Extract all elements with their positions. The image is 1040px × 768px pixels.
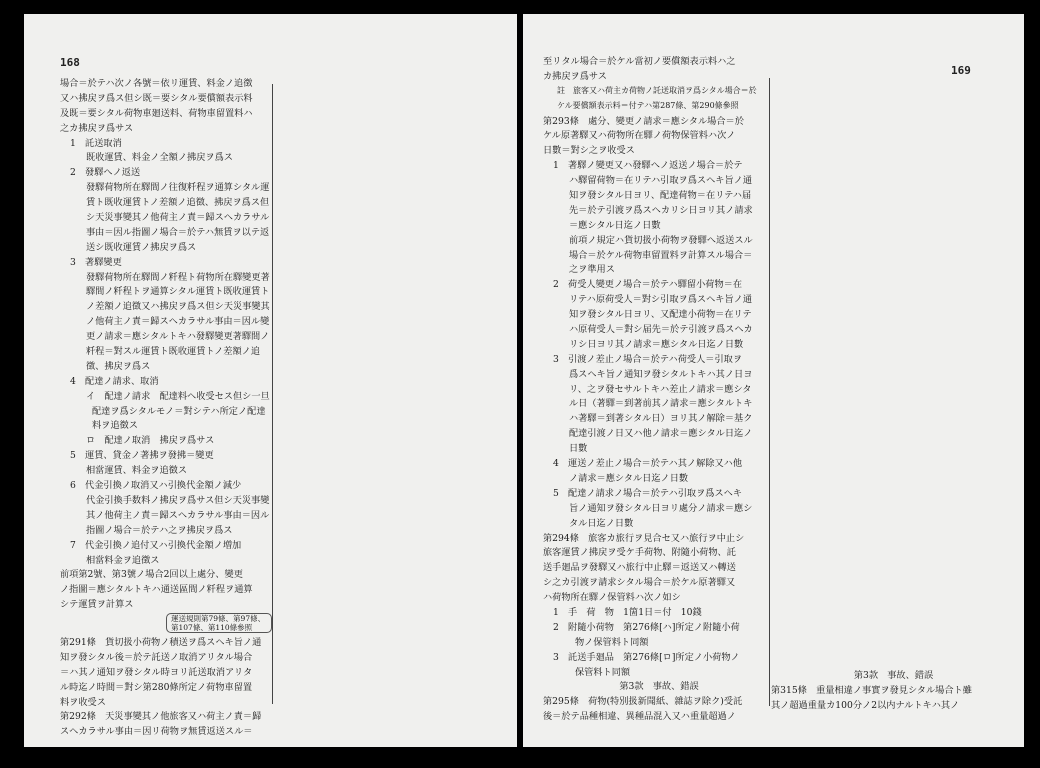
item-heading: 2 發驛へノ返送 xyxy=(70,167,141,179)
text-line: 指圖ノ場合＝於テハ之ヲ拂戻ヲ爲ス xyxy=(86,524,233,536)
text-line: 送シ既收運賃ノ拂戻ヲ爲ス xyxy=(86,241,197,253)
item-heading: 6 代金引換ノ取消又ハ引換代金額ノ減少 xyxy=(70,480,242,492)
text-line: ハ著驛＝到著シタル日）ヨリ其ノ解除＝基ク xyxy=(569,413,753,425)
annotation-note: ケル要償額表示料＝付テハ第287條、第290條參照 xyxy=(557,100,739,110)
text-line: 料ヲ追徴ス xyxy=(92,420,138,432)
text-line: 相當運賃、料金ヲ追徴ス xyxy=(86,465,188,477)
text-line: ノ指圖＝應シタルトキハ通送區間ノ粁程ヲ通算 xyxy=(60,584,253,596)
text-line: 物ノ保管料ト同額 xyxy=(575,636,649,648)
text-line: タル日迄ノ日數 xyxy=(569,517,634,529)
text-line: 知ヲ發シタル日ヨリ、又配達小荷物＝在リテ xyxy=(569,309,752,321)
text-line: 知ヲ發シタル日ヨリ、配達荷物＝在リテハ届 xyxy=(569,190,752,202)
text-line: 徴、拂戻ヲ爲ス xyxy=(86,360,151,372)
text-line: 既收運賃、料金ノ全額ノ拂戻ヲ爲ス xyxy=(86,152,233,164)
item-heading: 4 運送ノ差止ノ場合＝於テハ其ノ解除又ハ他 xyxy=(553,458,743,470)
text-line: ＝應シタル日迄ノ日數 xyxy=(569,219,661,231)
section-heading: 第3款 事故、錯誤 xyxy=(853,670,934,681)
text-line: ノ他荷主ノ責＝歸スヘカラサル事由＝因ル變 xyxy=(86,316,270,328)
text-line: ハ驛留荷物＝在リテハ引取ヲ爲スヘキ旨ノ通 xyxy=(569,175,753,187)
text-line: 代金引換手数料ノ拂戻ヲ爲サス但シ天災事變 xyxy=(86,494,270,506)
text-line: 發驛荷物所在驛間ノ粁程ト荷物所在驛變更著 xyxy=(86,271,270,283)
text-line: 其ノ他荷主ノ責＝歸スヘカラサル事由＝因ル xyxy=(86,509,270,521)
text-line: リ、之ヲ發セサルトキハ差止ノ請求＝應シタ xyxy=(569,383,752,395)
item-heading: 1 著驛ノ變更又ハ發驛へノ返送ノ場合＝於テ xyxy=(553,160,743,172)
text-line: リテハ原荷受人＝對シ引取ヲ爲スヘキ旨ノ通 xyxy=(569,294,753,306)
item-heading: 7 代金引換ノ追付又ハ引換代金額ノ増加 xyxy=(70,539,242,551)
reference-bracket-note: 運送規則第79條、第97條、第107條、第110條參照 xyxy=(166,613,272,633)
item-heading: 4 配達ノ請求、取消 xyxy=(70,375,159,387)
item-heading: 1 手 荷 物 1箇1日＝付 10錢 xyxy=(553,606,702,618)
text-line: 前項第2號、第3號ノ場合2回以上處分、變更 xyxy=(60,569,243,581)
text-line: 前項ノ規定ハ貨切扱小荷物ヲ發驛へ返送スル xyxy=(569,234,753,246)
text-line: 日數 xyxy=(569,443,588,455)
text-line: 更ノ請求＝應シタルトキハ發驛變更著驛間ノ xyxy=(86,331,270,343)
item-heading: 2 荷受人變更ノ場合＝於テハ驛留小荷物＝在 xyxy=(553,279,743,291)
text-line: 場合＝於テハ次ノ各號＝依リ運賃、料金ノ追徴 xyxy=(60,78,253,89)
text-line: ル日（著驛＝到著前其ノ請求＝應シタルトキ xyxy=(569,398,753,410)
text-line: 賃ト既收運賃トノ差額ノ追徴、拂戻ヲ爲ス但 xyxy=(86,197,270,209)
right-text-column xyxy=(543,55,775,725)
section-heading: 第3款 事故、錯誤 xyxy=(619,681,699,693)
article-line: 第291條 貨切扱小荷物ノ積送ヲ爲スヘキ旨ノ通 xyxy=(60,636,262,648)
text-line: 知ヲ發シタル後＝於テ託送ノ取消アリタル場合 xyxy=(60,651,253,663)
text-line: シ天災事變其ノ他荷主ノ責＝歸スヘカラサル xyxy=(86,212,270,224)
text-line: ノ請求＝應シタル日迄ノ日數 xyxy=(569,472,689,484)
text-line: ル時迄ノ時間＝對シ第280條所定ノ荷物車留置 xyxy=(60,681,253,693)
text-line: シテ運賃ヲ計算ス xyxy=(60,599,134,611)
text-line: 後＝於テ品種相違、異種品混入又ハ重量超過ノ xyxy=(543,711,736,723)
text-line: スヘカラサル事由＝因リ荷物ヲ無賃返送スル＝ xyxy=(60,726,253,738)
text-line: 料ヲ收受ス xyxy=(60,696,106,708)
text-line: 先＝於テ引渡ヲ爲スヘカリシ日ヨリ其ノ請求 xyxy=(569,204,753,216)
left-text-column xyxy=(60,77,292,740)
left-page xyxy=(24,14,517,747)
item-heading: 5 運賃、貸金ノ著拂ヲ發拂＝變更 xyxy=(70,450,214,462)
text-line: ケル原著驛又ハ荷物所在驛ノ荷物保管料ハ次ノ xyxy=(543,130,736,142)
text-line: 保管料ト同額 xyxy=(575,666,631,678)
text-line: シ之カ引渡ヲ請求シタル場合＝於ケル原著驛又 xyxy=(543,577,736,589)
item-heading: 3 託送手廻品 第276條[ロ]所定ノ小荷物ノ xyxy=(553,651,740,663)
text-line: 日數＝對シ之ヲ收受ス xyxy=(543,145,635,157)
item-heading: 3 引渡ノ差止ノ場合＝於テハ荷受人＝引取ヲ xyxy=(553,353,743,365)
right-side-column xyxy=(771,669,1016,714)
text-line: 發驛荷物所在驛間ノ往復粁程ヲ通算シタル運 xyxy=(86,182,270,194)
text-line: カ拂戻ヲ爲サス xyxy=(543,70,607,82)
text-line: 驛間ノ粁程トヲ通算シタル運賃ト既收運賃ト xyxy=(86,286,270,298)
text-line: 事由＝因ル指圖ノ場合＝於テハ無賃ヲ以テ返 xyxy=(86,226,270,238)
text-line: 至リタル場合＝於ケル當初ノ要償額表示料ハ之 xyxy=(543,56,736,67)
text-line: 相當料金ヲ追徴ス xyxy=(86,554,160,566)
article-line: 第292條 天災事變其ノ他旅客又ハ荷主ノ責＝歸 xyxy=(60,711,262,723)
item-heading: 1 託送取消 xyxy=(70,137,122,149)
right-page xyxy=(523,14,1024,747)
text-line: 配達引渡ノ日又ハ他ノ請求＝應シタル日迄ノ xyxy=(569,428,753,440)
text-line: 場合＝於ケル荷物車留置料ヲ計算スル場合＝ xyxy=(569,249,753,261)
text-line: 之ヲ準用ス xyxy=(569,264,615,276)
text-line: 之カ拂戻ヲ爲サス xyxy=(60,122,134,134)
text-line: 及既＝要シタル荷物車廻送料、荷物車留置料ハ xyxy=(60,107,253,119)
item-heading: 2 附隨小荷物 第276條[ハ]所定ノ附隨小荷 xyxy=(553,621,740,633)
text-line: ハ原荷受人＝對シ届先＝於テ引渡ヲ爲スヘカ xyxy=(569,324,753,336)
article-line: 第294條 旅客カ旅行ヲ見合セ又ハ旅行ヲ中止シ xyxy=(543,532,745,544)
text-line: ハ荷物所在驛ノ保管料ハ次ノ如シ xyxy=(543,592,681,604)
text-line: イ 配達ノ請求 配達料ヘ收受セス但シ一旦 xyxy=(86,390,270,402)
article-line: 第295條 荷物(特別扱新聞紙、雜誌ヲ除ク)受託 xyxy=(543,696,743,708)
text-line: 旨ノ通知ヲ發シタル日ヨリ處分ノ請求＝應シ xyxy=(569,502,753,514)
text-line: ノ差額ノ追徴又ハ拂戻ヲ爲ス但シ天災事變其 xyxy=(86,301,270,313)
text-line: ロ 配達ノ取消 拂戻ヲ爲サス xyxy=(86,435,215,447)
text-line: 爲スヘキ旨ノ通知ヲ發シタルトキハ其ノ日ヨ xyxy=(569,368,753,380)
text-line: 又ハ拂戻ヲ爲ス但シ既＝要シタル要償額表示料 xyxy=(60,92,253,104)
article-line: 第293條 處分、變更ノ請求＝應シタル場合＝於 xyxy=(543,115,744,127)
text-line: リシ日ヨリ其ノ請求＝應シタル日迄ノ日數 xyxy=(569,338,744,350)
page-number: 168 xyxy=(60,56,80,69)
text-line: 配達ヲ爲シタルモノ＝對シテハ所定ノ配達 xyxy=(92,405,266,417)
text-line: 旅客運賃ノ拂戻ヲ受ケ手荷物、附隨小荷物、託 xyxy=(543,547,736,559)
page-number: 169 xyxy=(951,64,971,77)
text-line: ＝ハ其ノ通知ヲ發シタル時ヨリ託送取消アリタ xyxy=(60,666,253,678)
text-line: 粁程＝對スル運賃ト既收運賃トノ差額ノ追 xyxy=(86,346,261,358)
text-line: 其ノ超過重量カ100分ノ2以内ナルトキハ其ノ xyxy=(771,699,960,711)
article-line: 第315條 重量相違ノ事實ヲ發見シタル場合ト雖 xyxy=(771,684,972,696)
annotation-note: 註 旅客又ハ荷主カ荷物ノ託送取消ヲ爲シタル場合＝於 xyxy=(557,85,757,95)
item-heading: 3 著驛變更 xyxy=(70,256,122,268)
text-line: 送手廻品ヲ發驛又ハ旅行中止驛＝返送又ハ轉送 xyxy=(543,562,736,574)
reference-note-row xyxy=(60,613,292,636)
item-heading: 5 配達ノ請求ノ場合＝於テハ引取ヲ爲スヘキ xyxy=(553,487,743,499)
